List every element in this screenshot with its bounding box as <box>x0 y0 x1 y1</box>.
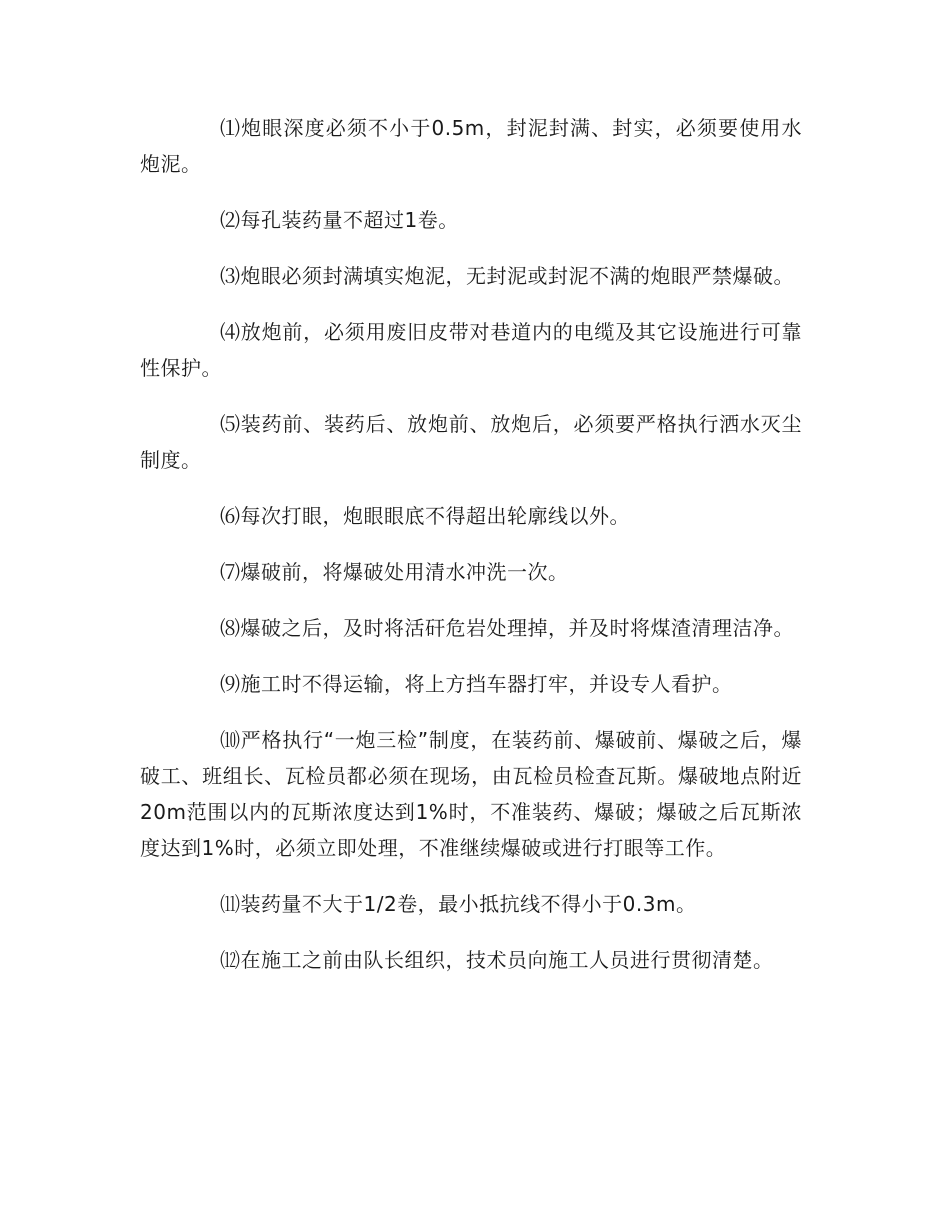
item-number: ⑻ <box>220 616 241 640</box>
list-item <box>140 666 802 702</box>
list-item <box>140 406 802 478</box>
item-number: ⑸ <box>220 412 241 436</box>
item-number: ⑹ <box>220 504 241 528</box>
item-text: 爆破前，将爆破处用清水冲洗一次。 <box>240 560 569 584</box>
list-item <box>140 554 802 590</box>
item-number: ⑵ <box>220 208 241 232</box>
list-item <box>140 610 802 646</box>
item-text: 施工时不得运输，将上方挡车器打牢，并设专人看护。 <box>240 672 733 696</box>
list-item <box>140 202 802 238</box>
list-item <box>140 314 802 386</box>
item-number: ⑿ <box>220 948 241 972</box>
list-item <box>140 498 802 534</box>
item-number: ⑾ <box>220 892 241 916</box>
item-text: 装药前、装药后、放炮前、放炮后，必须要严格执行洒水灭尘制度。 <box>140 412 802 472</box>
item-number: ⑽ <box>220 728 241 752</box>
document-body <box>140 110 802 998</box>
list-item <box>140 886 802 922</box>
item-text: 严格执行“一炮三检”制度，在装药前、爆破前、爆破之后，爆破工、班组长、瓦检员都必须在现场，由瓦检员检查瓦斯。爆破地点附近20m范围以内的瓦斯浓度达到1%时，不准装药、爆破；爆破之后瓦斯浓度达到1%时，必须立即处理，不准继续爆破或进行打眼等工作。 <box>140 728 802 860</box>
item-text: 装药量不大于1/2卷，最小抵抗线不得小于0.3m。 <box>240 892 697 916</box>
item-text: 炮眼必须封满填实炮泥，无封泥或封泥不满的炮眼严禁爆破。 <box>240 264 794 288</box>
item-number: ⑶ <box>220 264 241 288</box>
item-number: ⑺ <box>220 560 241 584</box>
item-text: 每孔装药量不超过1卷。 <box>240 208 459 232</box>
item-number: ⑼ <box>220 672 241 696</box>
list-item <box>140 110 802 182</box>
item-text: 炮眼深度必须不小于0.5m，封泥封满、封实，必须要使用水炮泥。 <box>140 116 802 176</box>
item-number: ⑷ <box>220 320 241 344</box>
item-text: 在施工之前由队长组织，技术员向施工人员进行贯彻清楚。 <box>240 948 774 972</box>
list-item <box>140 722 802 866</box>
item-text: 每次打眼，炮眼眼底不得超出轮廓线以外。 <box>240 504 630 528</box>
list-item <box>140 258 802 294</box>
item-number: ⑴ <box>220 116 241 140</box>
list-item <box>140 942 802 978</box>
item-text: 爆破之后，及时将活矸危岩处理掉，并及时将煤渣清理洁净。 <box>240 616 794 640</box>
item-text: 放炮前，必须用废旧皮带对巷道内的电缆及其它设施进行可靠性保护。 <box>140 320 802 380</box>
